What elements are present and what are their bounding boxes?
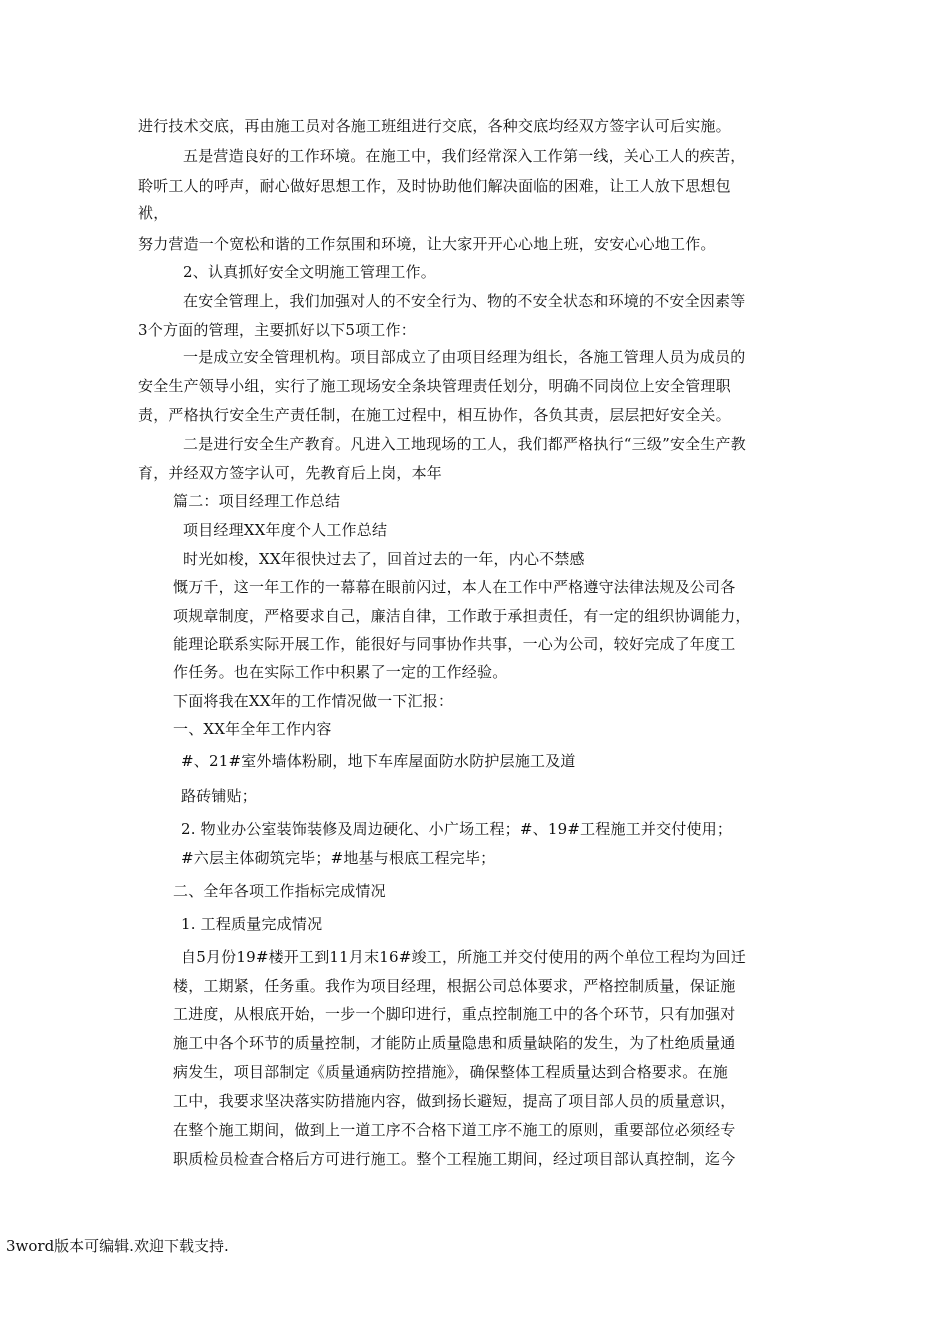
body-line: 努力营造一个宽松和谐的工作氛围和环境，让大家开开心心地上班，安安心心地工作。	[138, 235, 716, 253]
body-line: 进行技术交底，再由施工员对各施工班组进行交底，各种交底均经双方签字认可后实施。	[138, 117, 731, 135]
body-line: 病发生，项目部制定《质量通病防控措施》，确保整体工程质量达到合格要求。在施	[173, 1063, 728, 1081]
chapter-heading: 篇二：项目经理工作总结	[173, 492, 341, 510]
section-heading: 二、全年各项工作指标完成情况	[173, 882, 386, 900]
body-line: 自5月份19#楼开工到11月末16#竣工，所施工并交付使用的两个单位工程均为回迁	[181, 948, 746, 966]
body-line: 楼，工期紧，任务重。我作为项目经理，根据公司总体要求，严格控制质量，保证施	[173, 977, 736, 995]
body-line: 一是成立安全管理机构。项目部成立了由项目经理为组长，各施工管理人员为成员的	[183, 348, 746, 366]
body-line: 安全生产领导小组，实行了施工现场安全条块管理责任划分，明确不同岗位上安全管理职	[138, 377, 731, 395]
section-heading: 2、认真抓好安全文明施工管理工作。	[183, 263, 436, 281]
body-line: 3个方面的管理，主要抓好以下5项工作：	[138, 321, 416, 339]
list-item: 1. 工程质量完成情况	[181, 915, 323, 933]
section-heading: 一、XX年全年工作内容	[173, 720, 332, 738]
body-line: 下面将我在XX年的工作情况做一下汇报：	[173, 692, 454, 710]
body-line: 时光如梭，XX年很快过去了，回首过去的一年，内心不禁感	[183, 550, 585, 568]
body-line: 职质检员检查合格后方可进行施工。整个工程施工期间，经过项目部认真控制，迄今	[173, 1150, 736, 1168]
body-line: 能理论联系实际开展工作，能很好与同事协作共事，一心为公司，较好完成了年度工	[173, 635, 736, 653]
body-line: 路砖铺贴；	[181, 787, 258, 805]
body-line: 五是营造良好的工作环境。在施工中，我们经常深入工作第一线，关心工人的疾苦，	[183, 147, 746, 165]
body-line: 作任务。也在实际工作中积累了一定的工作经验。	[173, 663, 508, 681]
page-footer: 3word版本可编辑.欢迎下载支持.	[6, 1237, 229, 1255]
body-line: 在整个施工期间，做到上一道工序不合格下道工序不施工的原则，重要部位必须经专	[173, 1121, 736, 1139]
body-line: 二是进行安全生产教育。凡进入工地现场的工人，我们都严格执行“三级”安全生产教	[183, 435, 746, 453]
body-line: 工中，我要求坚决落实防措施内容，做到扬长避短，提高了项目部人员的质量意识，	[173, 1092, 736, 1110]
body-line: 项规章制度，严格要求自己，廉洁自律，工作敢于承担责任，有一定的组织协调能力，	[173, 607, 751, 625]
title-line: 项目经理XX年度个人工作总结	[183, 521, 388, 539]
body-line: 聆听工人的呼声，耐心做好思想工作，及时协助他们解决面临的困难，让工人放下思想包	[138, 177, 731, 195]
body-line: 在安全管理上，我们加强对人的不安全行为、物的不安全状态和环境的不安全因素等	[183, 292, 746, 310]
body-line: #、21#室外墙体粉刷，地下车库屋面防水防护层施工及道	[181, 752, 576, 770]
body-line: #六层主体砌筑完毕；#地基与根底工程完毕；	[181, 849, 496, 867]
body-line: 工进度，从根底开始，一步一个脚印进行，重点控制施工中的各个环节，只有加强对	[173, 1005, 736, 1023]
body-line: 育，并经双方签字认可，先教育后上岗，本年	[138, 464, 443, 482]
list-item: 2. 物业办公室装饰装修及周边硬化、小广场工程；#、19#工程施工并交付使用；	[181, 820, 733, 838]
body-line: 慨万千，这一年工作的一幕幕在眼前闪过，本人在工作中严格遵守法律法规及公司各	[173, 578, 736, 596]
body-line: 施工中各个环节的质量控制，才能防止质量隐患和质量缺陷的发生，为了杜绝质量通	[173, 1034, 736, 1052]
body-line: 责，严格执行安全生产责任制，在施工过程中，相互协作，各负其责，层层把好安全关。	[138, 406, 731, 424]
body-line: 袱，	[138, 204, 169, 222]
